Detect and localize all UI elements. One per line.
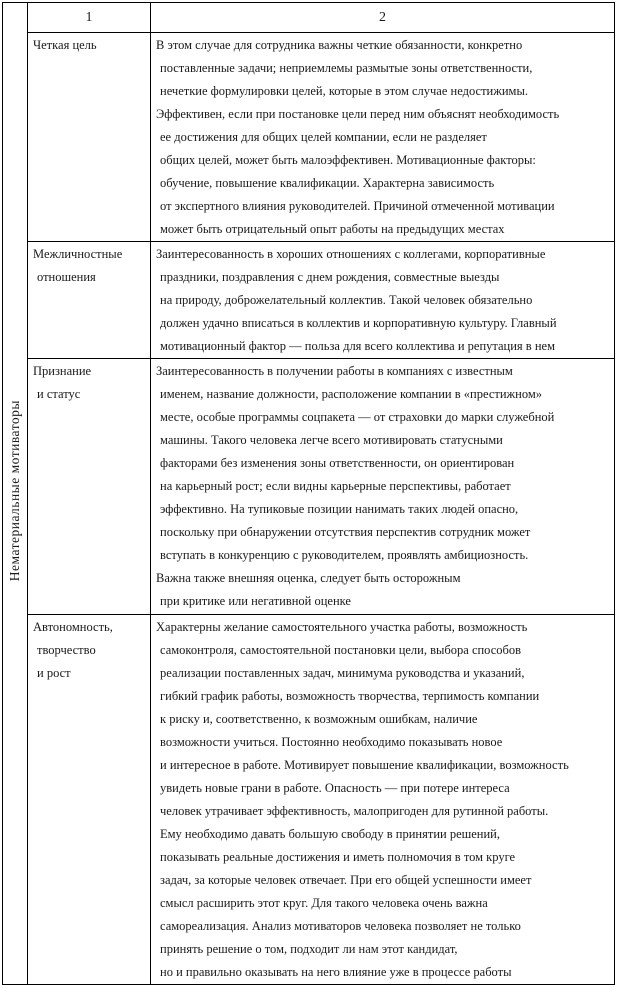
text-line: Эффективен, если при постановке цели перед ним объяснят необходимость [156, 107, 560, 121]
text-line: Межличностные [33, 247, 123, 261]
header-row [3, 3, 615, 33]
text-line: обучение, повышение квалификации. Характерна зависимость [160, 176, 495, 190]
text-line: мотивационный фактор — польза для всего коллектива и репутация в нем [160, 339, 555, 353]
text-line: отношения [37, 270, 96, 284]
row-text [151, 33, 615, 242]
text-line: эффективно. На тупиковые позиции нанимать таких людей опасно, [160, 502, 519, 516]
text-line: Характерны желание самостоятельного участка работы, возможность [156, 620, 528, 634]
text-line: на природу, доброжелательный коллектив. Такой человек обязательно [160, 293, 533, 307]
text-line: возможности учиться. Постоянно необходимо показывать новое [160, 735, 503, 749]
text-line: и интересное в работе. Мотивирует повышение квалификации, возможность [160, 758, 569, 772]
text-line: человек утрачивает эффективность, малопригоден для рутинной работы. [160, 804, 549, 818]
side-label-cell [3, 3, 28, 985]
row-text [151, 615, 615, 985]
text-line: должен удачно вписаться в коллектив и корпоративную культуру. Главный [160, 316, 557, 330]
text-line: Заинтересованность в получении работы в компаниях с известным [156, 364, 513, 378]
text-line: самоконтроля, самостоятельной постановки цели, выбора способов [160, 643, 522, 657]
text-line: самореализация. Анализ мотиваторов человека позволяет не только [160, 919, 521, 933]
text-line: праздники, поздравления с днем рождения, совместные выезды [160, 270, 500, 284]
text-line: Заинтересованность в хороших отношениях с коллегами, корпоративные [156, 247, 546, 261]
row-text [151, 242, 615, 359]
text-line: на карьерный рост; если видны карьерные перспективы, работает [160, 479, 511, 493]
text-line: и статус [37, 387, 81, 401]
text-line: от экспертного влияния руководителей. Причиной отмеченной мотивации [160, 199, 555, 213]
text-line: факторами без изменения зоны ответственности, он ориентирован [160, 456, 515, 470]
table-row-clear-goal [3, 33, 615, 242]
table-row-interpersonal-relations [3, 242, 615, 359]
text-line: Автономность, [33, 620, 113, 634]
text-line: показывать реальные достижения и иметь полномочия в том круге [160, 850, 516, 864]
text-line: именем, название должности, расположение компании в «престижном» [160, 387, 543, 401]
text-line: гибкий график работы, возможность творчества, терпимость компании [160, 689, 540, 703]
text-line: к риску и, соответственно, к возможным ошибкам, наличие [160, 712, 478, 726]
text-line: Важна также внешняя оценка, следует быть осторожным [156, 571, 461, 585]
text-line: реализации поставленных задач, минимума руководства и указаний, [160, 666, 525, 680]
text-line: нечеткие формулировки целей, которые в этом случае недостижимы. [160, 84, 528, 98]
text-line: ее достижения для общих целей компании, если не разделяет [160, 130, 487, 144]
table-row-autonomy-creativity-growth [3, 615, 615, 985]
table-row-recognition-status [3, 359, 615, 615]
row-label [28, 242, 151, 359]
text-line: общих целей, может быть малоэффективен. Мотивационные факторы: [160, 153, 536, 167]
text-line: В этом случае для сотрудника важны четкие обязанности, конкретно [156, 38, 523, 52]
header-col2: 2 [151, 3, 615, 33]
text-line: вступать в конкуренцию с руководителем, проявлять амбициозность. [160, 548, 529, 562]
text-line: но и правильно оказывать на него влияние уже в процессе работы [160, 965, 512, 979]
text-line: смысл расширить этот круг. Для такого человека очень важна [160, 896, 488, 910]
text-line: поставленные задачи; неприемлемы размытые зоны ответственности, [160, 61, 533, 75]
text-line: творчество [37, 643, 96, 657]
row-label [28, 33, 151, 242]
header-col1: 1 [28, 3, 151, 33]
text-line: увидеть новые грани в работе. Опасность — при потере интереса [160, 781, 510, 795]
row-label [28, 615, 151, 985]
side-label: Нематериальные мотиваторы [7, 400, 22, 582]
row-label [28, 359, 151, 615]
row-text [151, 359, 615, 615]
text-line: поскольку при обнаружении отсутствия перспектив сотрудник может [160, 525, 531, 539]
text-line: Четкая цель [33, 38, 97, 52]
text-line: Ему необходимо давать большую свободу в принятии решений, [160, 827, 500, 841]
text-line: принять решение о том, подходит ли нам этот кандидат, [160, 942, 458, 956]
text-line: Признание [33, 364, 92, 378]
text-line: может быть отрицательный опыт работы на предыдущих местах [160, 222, 505, 236]
text-line: при критике или негативной оценке [160, 594, 351, 608]
text-line: и рост [37, 666, 71, 680]
text-line: месте, особые программы соцпакета — от страховки до марки служебной [160, 410, 555, 424]
text-line: задач, за которые человек отвечает. При его общей успешности имеет [160, 873, 532, 887]
text-line: машины. Такого человека легче всего мотивировать статусными [160, 433, 503, 447]
scanned-book-page [2, 2, 615, 985]
motivators-table [2, 2, 615, 985]
